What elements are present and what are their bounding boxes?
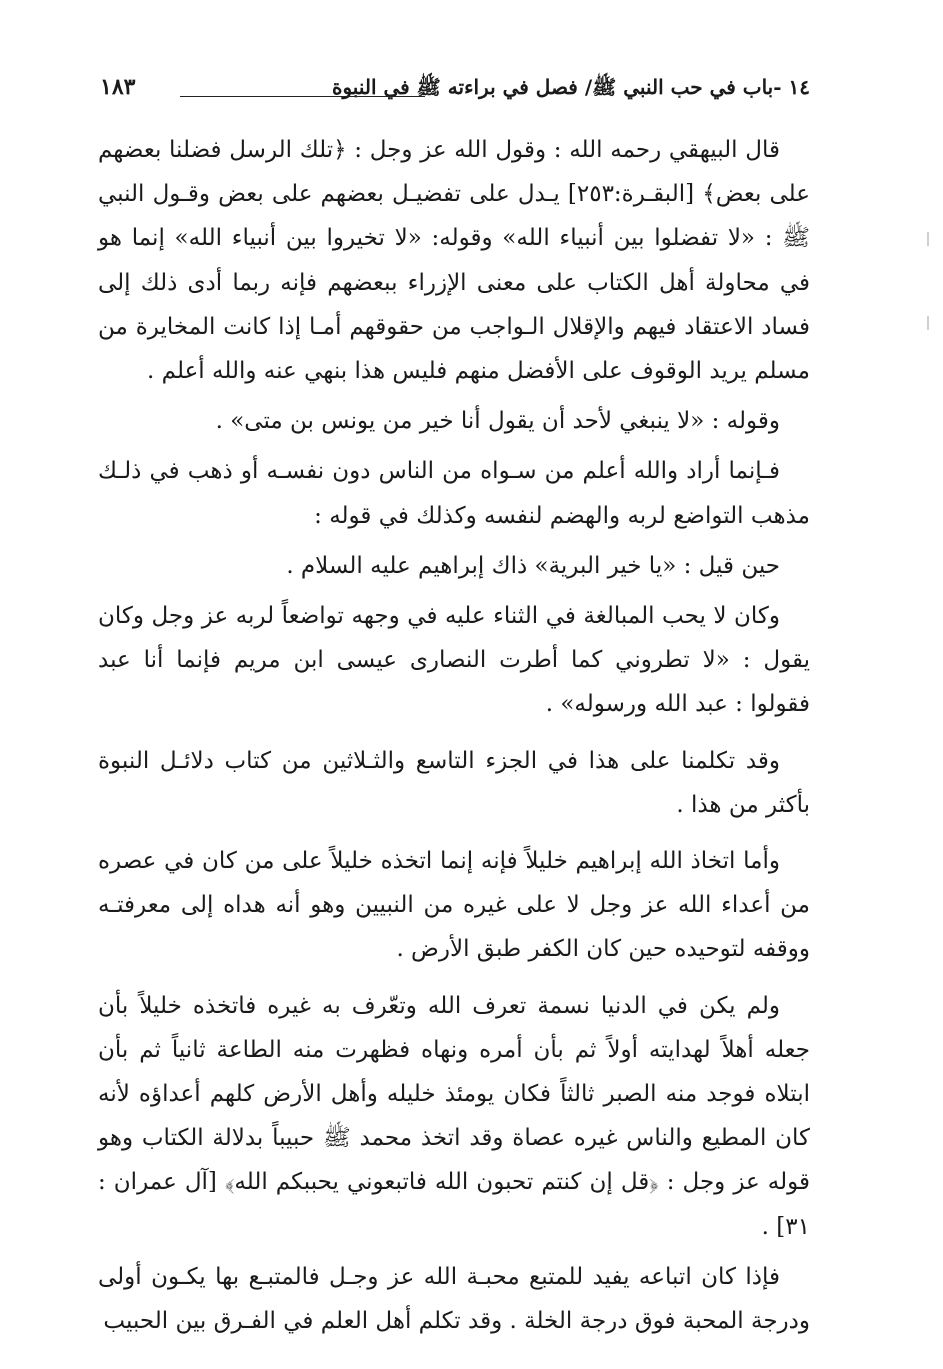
paragraph: وكان لا يحب المبالغة في الثناء عليه في وجهه تواضعاً لربه عز وجل وكان يقول : «لا تطروني كما أطرت النصارى عيسى ابن مريم فإنما أنا عبد فقولوا : عبد الله ورسوله» . — [98, 603, 810, 718]
margin-mark — [927, 316, 929, 330]
chapter-title: ١٤ -باب في حب النبي ﷺ/ فصل في براءته ﷺ في النبوة — [331, 75, 810, 99]
margin-mark — [927, 232, 929, 246]
paragraph: وأما اتخاذ الله إبراهيم خليلاً فإنه إنما اتخذه خليلاً على من كان في عصره من أعداء الله عز وجل لا على غيره من النبيين وهو أنه هداه إلى معرفتـه ووقفه لتوحيده حين كان الكفر طبق الأرض . — [98, 848, 810, 963]
page-number: ١٨٣ — [100, 74, 136, 100]
paragraph: وقوله : «لا ينبغي لأحد أن يقول أنا خير من يونس بن متى» . — [215, 408, 780, 435]
header-rule — [180, 96, 425, 97]
body-text — [98, 128, 810, 1349]
paragraph: قال البيهقي رحمه الله : وقول الله عز وجل : ﴿تلك الرسل فضلنا بعضهم على بعض﴾ [البقـرة:٢٥٣] يـدل على تفضيـل بعضهم على بعض وقـول النبي ﷺ : «لا تفضلوا بين أنبياء الله» وقوله: «لا تخيروا بين أنبياء الله» إنما هو في محاولة أهل الكتاب على معنى الإزراء ببعضهم فإنه ربما أدى ذلك إلى فساد الاعتقاد فيهم والإقلال الـواجب من حقوقهم أمـا إذا كانت المخايرة من مسلم يريد الوقوف على الأفضل منهم فليس هذا بنهي عنه والله أعلم . — [98, 137, 810, 385]
paragraph: ولم يكن في الدنيا نسمة تعرف الله وتعّرف به غيره فاتخذه خليلاً بأن جعله أهلاً لهدايته أولاً ثم بأن أمره ونهاه فظهرت منه الطاعة ثانياً ثم بأن ابتلاه فوجد منه الصبر ثالثاً فكان يومئذ خليله وأهل الأرض كلهم أعداؤه لأنه كان المطيع والناس غيره عصاة وقد اتخذ محمد ﷺ حبيباً بدلالة الكتاب وهو قوله عز وجل : ﴿قل إن كنتم تحبون الله فاتبعوني يحببكم الله﴾ [آل عمران : ٣١] . — [98, 992, 810, 1240]
paragraph: حين قيل : «يا خير البرية» ذاك إبراهيم عليه السلام . — [286, 552, 780, 579]
paragraph: فإذا كان اتباعه يفيد للمتبع محبـة الله عز وجـل فالمتبـع بها يكـون أولى ودرجة المحبة فوق درجة الخلة . وقد تكلم أهل العلم في الفـرق بين الحبيب — [98, 1263, 810, 1335]
paragraph: وقد تكلمنا على هذا في الجزء التاسع والثـلاثين من كتاب دلائـل النبوة بأكثر من هذا . — [98, 747, 810, 818]
running-header — [100, 70, 810, 110]
paragraph: فـإنما أراد والله أعلم من سـواه من الناس دون نفسـه أو ذهب في ذلـك مذهب التواضع لربه والهضم لنفسه وكذلك في قوله : — [98, 458, 810, 529]
